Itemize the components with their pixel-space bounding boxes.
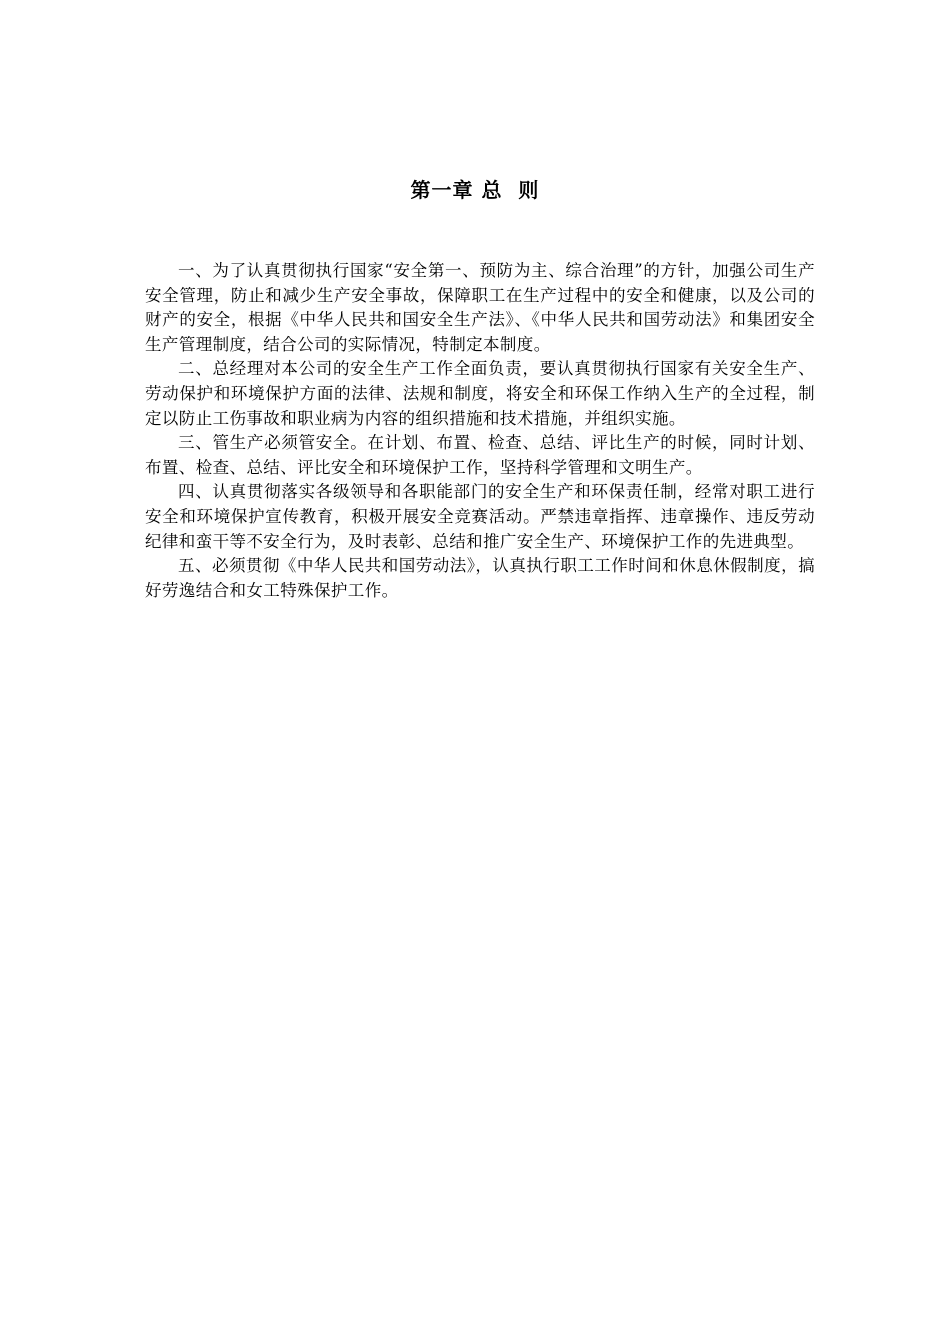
chapter-title: 第一章 总 则 (410, 178, 540, 202)
paragraph-5: 五、必须贯彻《中华人民共和国劳动法》，认真执行职工工作时间和休息休假制度，搞好劳逸结合和女工特殊保护工作。 (145, 556, 815, 600)
document-body (145, 259, 815, 603)
paragraph-3: 三、管生产必须管安全。在计划、布置、检查、总结、评比生产的时候，同时计划、布置、检查、总结、评比安全和环境保护工作，坚持科学管理和文明生产。 (145, 433, 815, 477)
paragraph-4: 四、认真贯彻落实各级领导和各职能部门的安全生产和环保责任制，经常对职工进行安全和环境保护宣传教育，积极开展安全竞赛活动。严禁违章指挥、违章操作、违反劳动纪律和蛮干等不安全行为，及时表彰、总结和推广安全生产、环境保护工作的先进典型。 (145, 482, 815, 551)
paragraph-1: 一、为了认真贯彻执行国家“安全第一、预防为主、综合治理”的方针，加强公司生产安全管理，防止和减少生产安全事故，保障职工在生产过程中的安全和健康，以及公司的财产的安全，根据《中华人民共和国安全生产法》、《中华人民共和国劳动法》和集团安全生产管理制度，结合公司的实际情况，特制定本制度。 (145, 261, 815, 354)
paragraph-2: 二、总经理对本公司的安全生产工作全面负责，要认真贯彻执行国家有关安全生产、劳动保护和环境保护方面的法律、法规和制度，将安全和环保工作纳入生产的全过程，制定以防止工伤事故和职业病为内容的组织措施和技术措施，并组织实施。 (145, 359, 815, 428)
